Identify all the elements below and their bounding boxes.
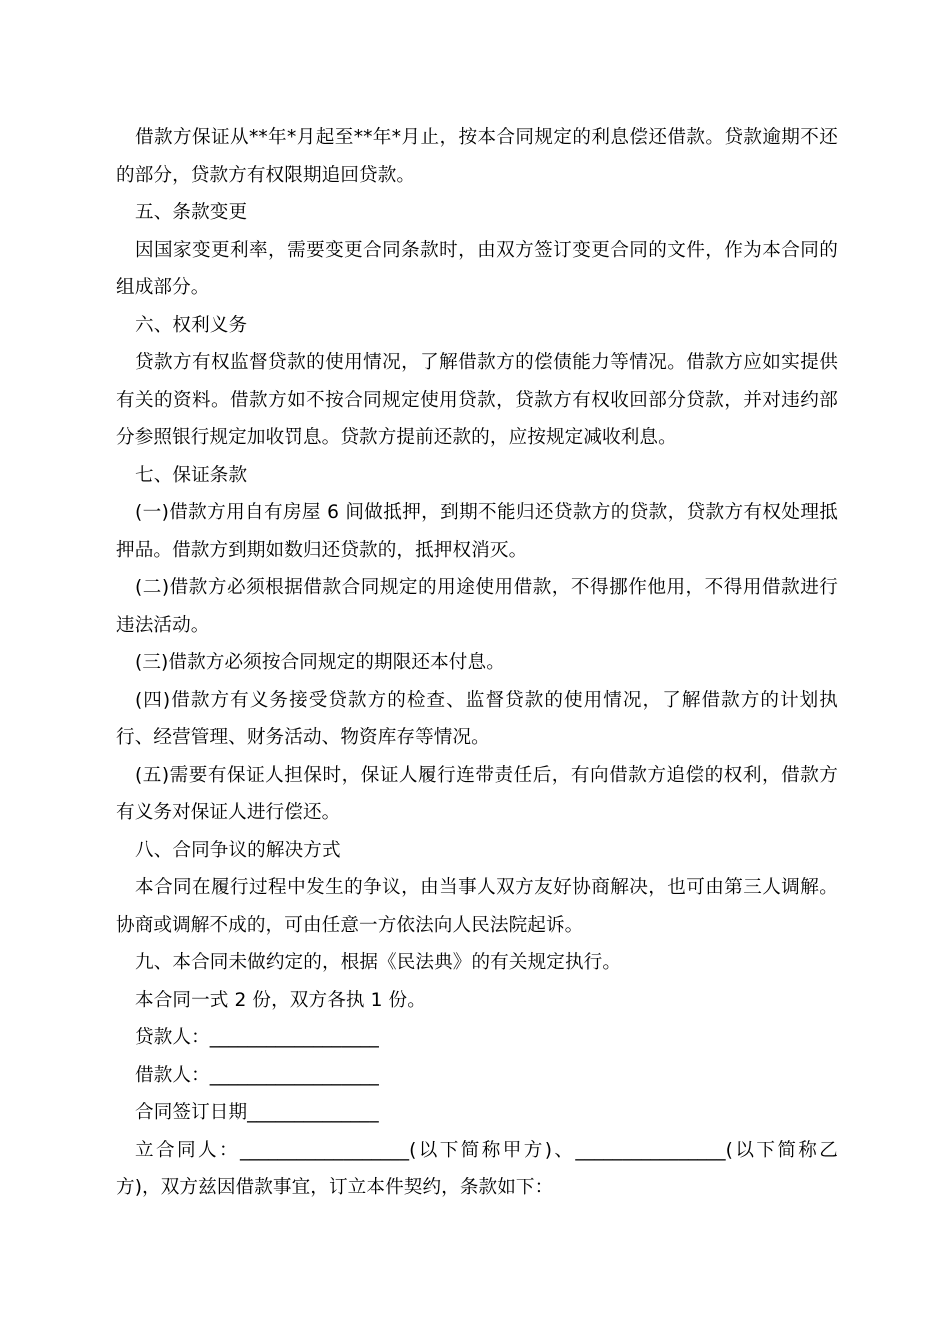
clause-guarantee-2: (二)借款方必须根据借款合同规定的用途使用借款，不得挪作他用，不得用借款进行违法活动。 [116, 577, 838, 636]
signature-borrower: 借款人：__________________ [135, 1064, 379, 1086]
paragraph-repayment-guarantee: 借款方保证从**年*月起至**年*月止，按本合同规定的利息偿还借款。贷款逾期不还的部分，贷款方有权限期追回贷款。 [116, 127, 838, 186]
heading-rights-obligations: 六、权利义务 [135, 314, 248, 336]
signature-lender: 贷款人：__________________ [135, 1027, 379, 1048]
paragraph-contract-parties: 立合同人：__________________(以下简称甲方)、________________(以下简称乙方)，双方兹因借款事宜，订立本件契约，条款如下： [116, 1139, 838, 1198]
clause-guarantee-3: (三)借款方必须按合同规定的期限还本付息。 [135, 652, 505, 673]
signature-date: 合同签订日期______________ [135, 1102, 379, 1123]
paragraph-rights-obligations: 贷款方有权监督贷款的使用情况，了解借款方的偿债能力等情况。借款方应如实提供有关的资料。借款方如不按合同规定使用贷款，贷款方有权收回部分贷款，并对违约部分参照银行规定加收罚息。贷款方提前还款的，应按规定减收利息。 [116, 352, 838, 448]
paragraph-copies: 本合同一式 2 份，双方各执 1 份。 [135, 989, 426, 1011]
clause-nine-civil-code: 九、本合同未做约定的，根据《民法典》的有关规定执行。 [135, 952, 622, 973]
clause-guarantee-1: (一)借款方用自有房屋 6 间做抵押，到期不能归还贷款方的贷款，贷款方有权处理抵押品。借款方到期如数归还贷款的，抵押权消灭。 [116, 502, 838, 561]
paragraph-dispute-resolution: 本合同在履行过程中发生的争议，由当事人双方友好协商解决，也可由第三人调解。协商或调解不成的，可由任意一方依法向人民法院起诉。 [116, 877, 838, 936]
heading-dispute-resolution: 八、合同争议的解决方式 [135, 839, 341, 861]
document-page [116, 119, 838, 1207]
clause-guarantee-5: (五)需要有保证人担保时，保证人履行连带责任后，有向借款方追偿的权利，借款方有义务对保证人进行偿还。 [116, 764, 838, 823]
paragraph-terms-change: 因国家变更利率，需要变更合同条款时，由双方签订变更合同的文件，作为本合同的组成部分。 [116, 239, 838, 298]
heading-guarantee-terms: 七、保证条款 [135, 464, 248, 486]
clause-guarantee-4: (四)借款方有义务接受贷款方的检查、监督贷款的使用情况，了解借款方的计划执行、经营管理、财务活动、物资库存等情况。 [116, 689, 838, 748]
heading-terms-change: 五、条款变更 [135, 202, 248, 223]
